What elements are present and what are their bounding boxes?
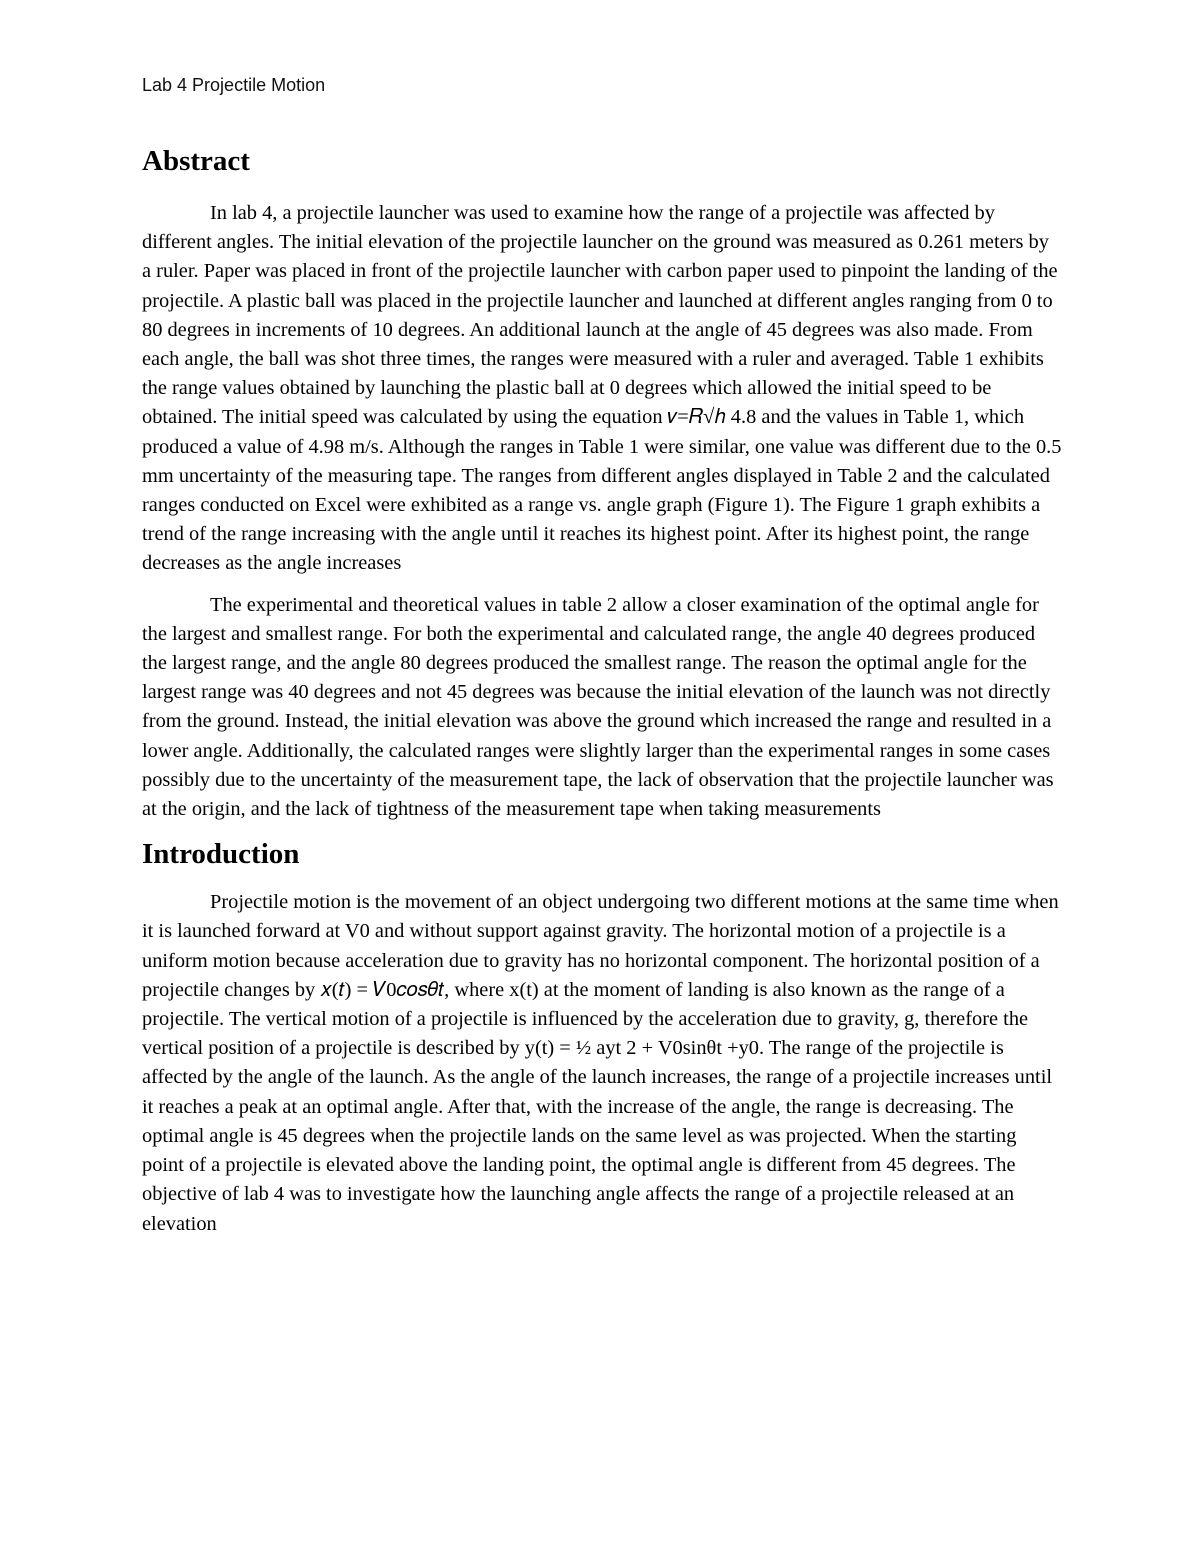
running-header: Lab 4 Projectile Motion xyxy=(142,75,326,95)
abstract-paragraph-2: The experimental and theoretical values in table 2 allow a closer examination of the optimal angle for the largest and smallest range. For both the experimental and calculated range, the angle 40 degrees produced the largest range, and the angle 80 degrees produced the smallest range. The reason the optimal angle for the largest range was 40 degrees and not 45 degrees was because the initial elevation of the launch was not directly from the ground. Instead, the initial elevation was above the ground which increased the range and resulted in a lower angle. Additionally, the calculated ranges were slightly larger than the experimental ranges in some cases possibly due to the uncertainty of the measurement tape, the lack of observation that the projectile launcher was at the origin, and the lack of tightness of the measurement tape when taking measurements xyxy=(142,593,1059,821)
introduction-paragraph-1: Projectile motion is the movement of an object undergoing two different motions at the same time when it is launched forward at V0 and without support against gravity. The horizontal motion of a projectile is a uniform motion because acceleration due to gravity has no horizontal component. The horizontal position of a projectile changes by 𝑥(𝑡) = 𝑉0𝑐𝑜𝑠𝜃𝑡, where x(t) at the moment of landing is also known as the range of a projectile. The vertical motion of a projectile is influenced by the acceleration due to gravity, g, therefore the vertical position of a projectile is described by y(t) = ½ ayt 2 + V0sinθt +y0. The range of the projectile is affected by the angle of the launch. As the angle of the launch increases, the range of a projectile increases until it reaches a peak at an optimal angle. After that, with the increase of the angle, the range is decreasing. The optimal angle is 45 degrees when the projectile lands on the same level as was projected. When the starting point of a projectile is elevated above the landing point, the optimal angle is different from 45 degrees. The objective of lab 4 was to investigate how the launching angle affects the range of a projectile released at an elevation xyxy=(142,891,1064,1235)
introduction-heading: Introduction xyxy=(142,838,300,871)
document-body xyxy=(142,140,1067,1239)
abstract-heading: Abstract xyxy=(142,145,250,177)
abstract-paragraph-1: In lab 4, a projectile launcher was used to examine how the range of a projectile was affected by different angles. The initial elevation of the projectile launcher on the ground was measured as 0.261 meters by a ruler. Paper was placed in front of the projectile launcher with carbon paper used to pinpoint the landing of the projectile. A plastic ball was placed in the projectile launcher and launched at different angles ranging from 0 to 80 degrees in increments of 10 degrees. An additional launch at the angle of 45 degrees was also made. From each angle, the ball was shot three times, the ranges were measured with a ruler and averaged. Table 1 exhibits the range values obtained by launching the plastic ball at 0 degrees which allowed the initial speed to be obtained. The initial speed was calculated by using the equation 𝑣=𝑅√ℎ 4.8 and the values in Table 1, which produced a value of 4.98 m/s. Although the ranges in Table 1 were similar, one value was different due to the 0.5 mm uncertainty of the measuring tape. The ranges from different angles displayed in Table 2 and the calculated ranges conducted on Excel were exhibited as a range vs. angle graph (Figure 1). The Figure 1 graph exhibits a trend of the range increasing with the angle until it reaches its highest point. After its highest point, the range decreases as the angle increases xyxy=(142,202,1067,575)
